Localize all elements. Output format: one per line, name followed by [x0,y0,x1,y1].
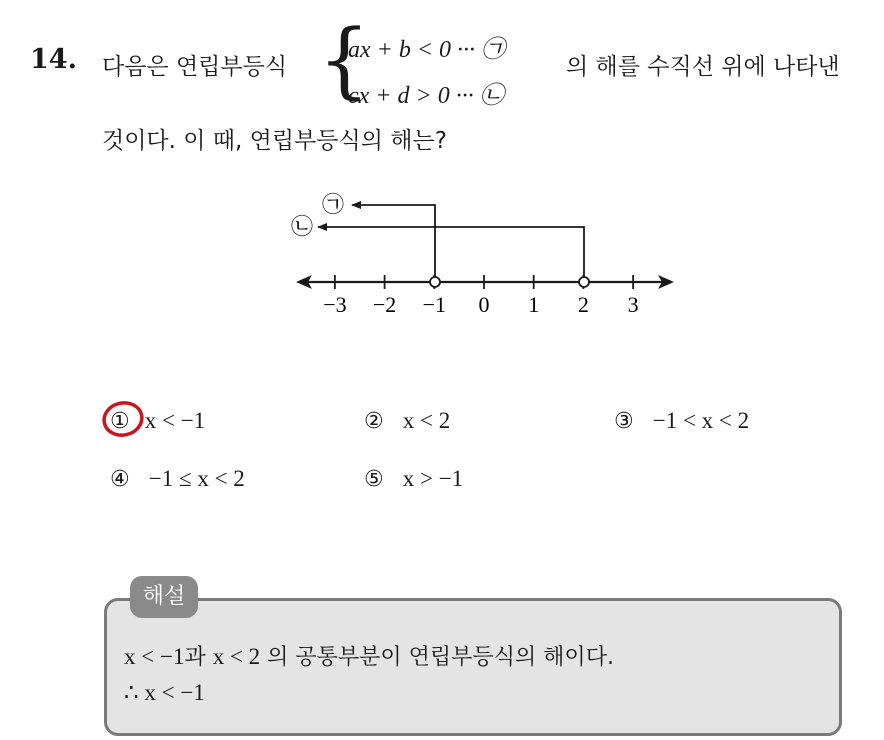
solution-mid: 과 [184,645,213,670]
solution-line-1 [124,640,614,671]
choice-4-text: −1 ≤ x < 2 [148,466,245,491]
choice-1[interactable] [110,408,205,434]
system-brace: { [318,13,371,108]
solution-math-a: x < −1 [124,644,185,669]
choice-1-text: x < −1 [144,408,206,433]
open-point-2 [579,277,589,287]
ray-solution-1 [352,205,435,279]
choice-3-text: −1 < x < 2 [652,408,750,433]
tick-label: 1 [528,292,540,317]
solution-math-b: x < 2 [212,644,261,669]
inequality-1: ax + b < 0 ··· ㉠ [348,37,506,63]
tick-label: −3 [323,292,347,317]
choice-4-number: ④ [110,467,130,492]
tick-label: 2 [577,292,589,317]
solution-tail: 의 공통부분이 연립부등식의 해이다. [260,645,614,670]
choice-2-text: x < 2 [402,408,451,433]
choice-5-number: ⑤ [364,467,384,492]
solution-conclusion: ∴ x < −1 [124,680,205,705]
choice-3[interactable] [614,408,749,434]
choice-3-number: ③ [614,409,634,434]
solution-tag: 해설 [130,576,198,618]
open-point-minus-1 [430,277,440,287]
tick-label: −1 [422,292,447,317]
ray-label-1: ㉠ [321,192,345,217]
choice-5[interactable] [364,466,463,492]
ray-solution-2 [318,227,584,279]
solution-line-2 [124,680,205,706]
question-line-2: 것이다. 이 때, 연립부등식의 해는? [102,128,447,154]
tick-label: 0 [478,292,490,317]
question-prefix: 다음은 연립부등식 [102,54,288,80]
tick-label: 3 [627,292,639,317]
question-number: 14. [30,44,77,75]
inequality-2: cx + d > 0 ··· ㉡ [348,83,504,109]
choice-1-number: ① [110,409,130,434]
choice-2[interactable] [364,408,450,434]
number-line-figure [0,0,884,340]
tick-label: −2 [372,292,397,317]
choice-5-text: x > −1 [402,466,464,491]
choice-2-number: ② [364,409,384,434]
question-suffix: 의 해를 수직선 위에 나타낸 [566,54,840,80]
choice-4[interactable] [110,466,245,492]
ray-label-2: ㉡ [290,214,314,239]
